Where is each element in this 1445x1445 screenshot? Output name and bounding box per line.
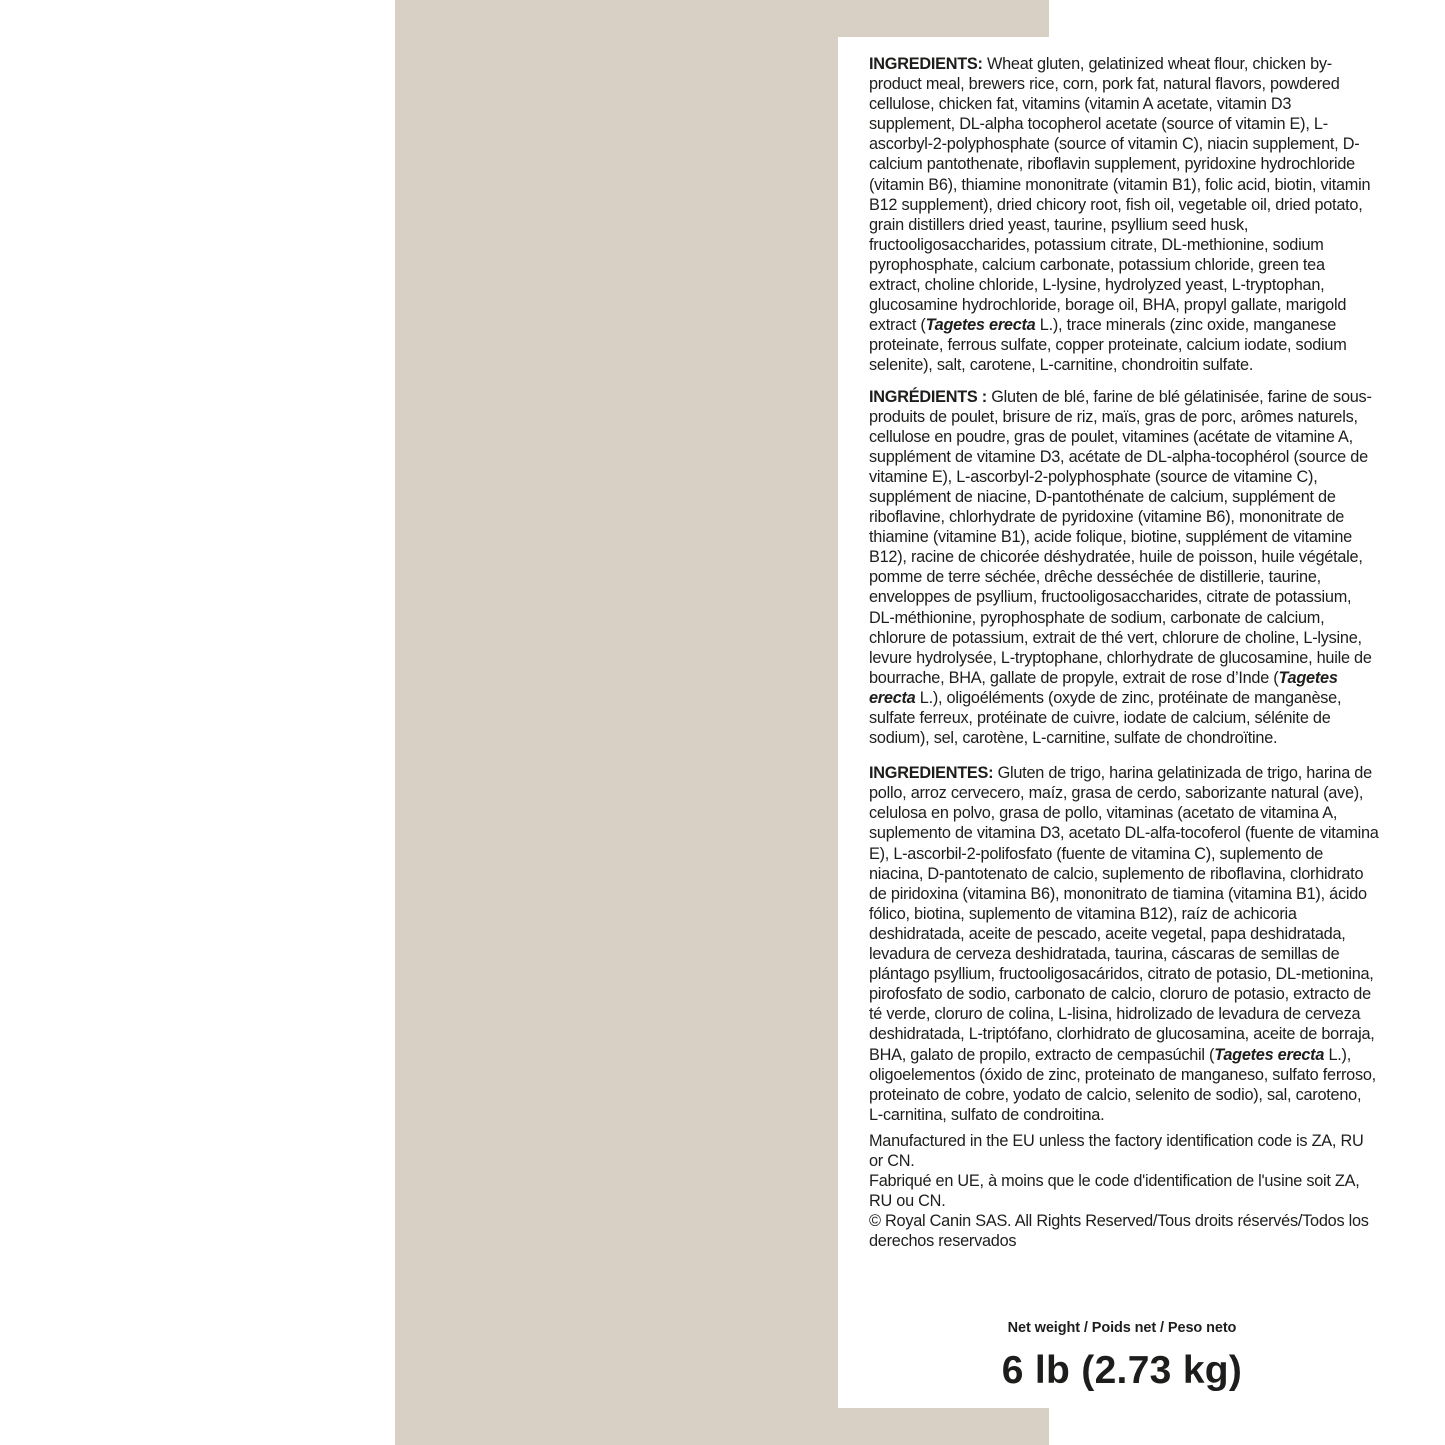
ingredients-text-block <box>869 54 1379 1251</box>
beige-background-band <box>395 0 1379 1445</box>
ingredients-french <box>869 387 1379 749</box>
ingredients-english-heading: INGREDIENTS: <box>869 55 983 73</box>
copyright-notice: © Royal Canin SAS. All Rights Reserved/Tous droits réservés/Todos los derechos reservados <box>869 1212 1369 1251</box>
ingredients-english-species: Tagetes erecta <box>925 316 1036 335</box>
manufactured-note-english: Manufactured in the EU unless the factory identification code is ZA, RU or CN. <box>869 1131 1364 1170</box>
ingredients-french-text-1: Gluten de blé, farine de blé gélatinisée, farine de sous-produits de poulet, brisure de riz, maïs, gras de porc, arômes naturels, cellulose en poudre, gras de poulet, vitamines (acétate de vitamine A, supplément de vitamine D3, acétate de DL-alpha-tocophérol (source de vitamine E), L-ascorbyl-2-polyphosphate (source de vitamine C), supplément de niacine, D-pantothénate de calcium, supplément de riboflavine, chlorhydrate de pyridoxine (vitamine B6), mononitrate de thiamine (vitamine B1), acide folique, biotine, supplément de vitamine B12), racine de chicorée déshydratée, huile de poisson, huile végétale, pomme de terre séchée, drêche desséchée de distillerie, taurine, enveloppes de psyllium, fructooligosaccharides, citrate de potassium, DL-méthionine, pyrophosphate de sodium, carbonate de calcium, chlorure de potassium, extrait de thé vert, chlorure de choline, L-lysine, levure hydrolysée, L-tryptophane, chlorhydrate de glucosamine, huile de bourrache, BHA, gallate de propyle, extrait de rose d’Inde ( <box>869 387 1372 687</box>
ingredients-french-heading: INGRÉDIENTS : <box>869 387 987 406</box>
ingredients-english <box>869 54 1379 376</box>
ingredients-french-species: Tagetes erecta <box>869 668 1338 707</box>
ingredients-spanish-text-1: Gluten de trigo, harina gelatinizada de trigo, harina de pollo, arroz cervecero, maíz, grasa de cerdo, saborizante natural (ave), celulosa en polvo, grasa de pollo, vitaminas (acetato de vitamina A, suplemento de vitamina D3, acetato DL-alfa-tocoferol (fuente de vitamina E), L-ascorbil-2-polifosfato (fuente de vitamina C), suplemento de niacina, D-pantotenato de calcio, suplemento de riboflavina, clorhidrato de piridoxina (vitamina B6), mononitrato de tiamina (vitamina B1), ácido fólico, biotina, suplemento de vitamina B12), raíz de achicoria deshidratada, aceite de pescado, aceite vegetal, papa deshidratada, levadura de cerveza deshidratada, taurina, cáscaras de semillas de plántago psyllium, fructooligosacáridos, citrato de potasio, DL-metionina, pirofosfato de sodio, carbonato de calcio, cloruro de potasio, extracto de té verde, cloruro de colina, L-lisina, hidrolizado de levadura de cerveza deshidratada, L-triptófano, clorhidrato de glucosamina, aceite de borraja, BHA, galato de propilo, extracto de cempasúchil ( <box>869 764 1379 1064</box>
ingredients-french-text-2: L.), oligoéléments (oxyde de zinc, protéinate de manganèse, sulfate ferreux, protéinate de cuivre, iodate de calcium, sélénite de sodium), sel, carotène, L-carnitine, sulfate de chondroïtine. <box>869 688 1342 748</box>
ingredients-english-text-1: Wheat gluten, gelatinized wheat flour, chicken by-product meal, brewers rice, corn, pork fat, natural flavors, powdered cellulose, chicken fat, vitamins (vitamin A acetate, vitamin D3 supplement, DL-alpha tocopherol acetate (source of vitamin E), L-ascorbyl-2-polyphosphate (source of vitamin C), niacin supplement, D-calcium pantothenate, riboflavin supplement, pyridoxine hydrochloride (vitamin B6), thiamine mononitrate (vitamin B1), folic acid, biotin, vitamin B12 supplement), dried chicory root, fish oil, vegetable oil, dried potato, grain distillers dried yeast, taurine, psyllium seed husk, fructooligosaccharides, potassium citrate, DL-methionine, sodium pyrophosphate, calcium carbonate, potassium chloride, green tea extract, choline chloride, L-lysine, hydrolyzed yeast, L-tryptophan, glucosamine hydrochloride, borage oil, BHA, propyl gallate, marigold extract ( <box>869 55 1371 335</box>
ingredients-spanish-species: Tagetes erecta <box>1214 1045 1325 1064</box>
ingredients-spanish-text-2: L.), oligoelementos (óxido de zinc, proteinato de manganeso, sulfato ferroso, proteinato de cobre, yodato de calcio, selenito de sodio), sal, caroteno, L-carnitina, sulfato de condroitina. <box>869 1045 1376 1124</box>
ingredient-label-panel <box>838 37 1406 1408</box>
ingredients-english-text-2: L.), trace minerals (zinc oxide, manganese proteinate, ferrous sulfate, copper proteinate, calcium iodate, sodium selenite), salt, carotene, L-carnitine, chondroitin sulfate. <box>869 316 1347 375</box>
manufactured-note-french: Fabriqué en UE, à moins que le code d'identification de l'usine soit ZA, RU ou CN. <box>869 1172 1360 1211</box>
ingredients-spanish-heading: INGREDIENTES: <box>869 764 994 783</box>
net-weight-value: 6 lb (2.73 kg) <box>1001 1349 1243 1392</box>
net-weight-label: Net weight / Poids net / Peso neto <box>1007 1320 1237 1336</box>
ingredients-spanish <box>869 763 1379 1125</box>
